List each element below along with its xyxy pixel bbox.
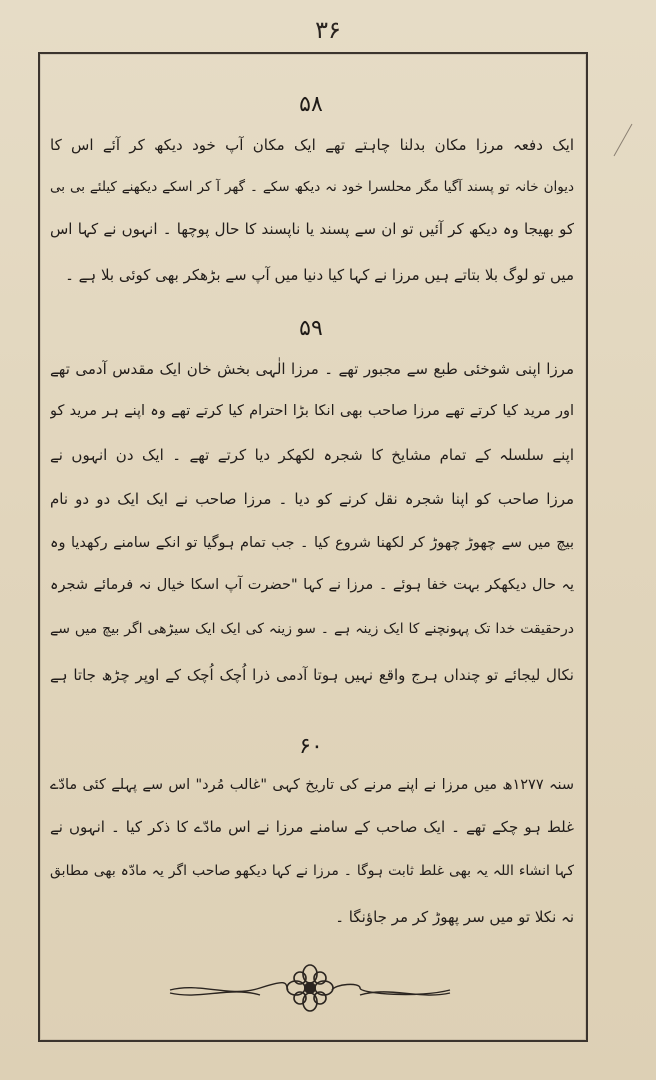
text-line: بیچ میں سے چھوڑ چھوڑ کر لکھنا شروع کیا ۔ جب تمام ہوگیا تو انکے سامنے رکھدیا وہ: [50, 535, 574, 551]
flower-icon: [287, 965, 333, 1011]
text-line: درحقیقت خدا تک پہونچنے کا ایک زینہ ہے ۔ سو زینہ کی ایک ایک سیڑھی اگر بیچ میں سے: [50, 621, 574, 637]
text-line: دیوان خانہ تو پسند آگیا مگر محلسرا خود نہ دیکھ سکے ۔ گھر آ کر اسکے دیکھنے کیلئے بی بی: [50, 179, 574, 195]
text-line: نہ نکلا تو میں سر پھوڑ کر مر جاؤنگا ۔: [335, 908, 574, 926]
page-number: ۳۶: [315, 16, 341, 44]
text-line: اور مرید کیا کرتے تھے مرزا صاحب بھی انکا بڑا احترام کیا کرتے تھے وہ اپنے ہر مرید کو: [50, 403, 574, 419]
text-line: مرزا اپنی شوخئی طبع سے مجبور تھے ۔ مرزا الٰہی بخش خان ایک مقدس آدمی تھے: [50, 360, 574, 378]
margin-pencil-mark: [606, 120, 636, 160]
text-line: اپنے سلسلہ کے تمام مشایخ کا شجرہ لکھکر دیا کرتے تھے ۔ ایک دن انہوں نے: [50, 446, 574, 464]
floral-ornament: [160, 960, 460, 1016]
text-line: میں تو لوگ بلا بتاتے ہیں مرزا نے کہا کیا دنیا میں آپ سے بڑھکر بھی کوئی بلا ہے ۔: [65, 266, 574, 284]
section-number-58: ۵۸: [299, 92, 323, 117]
text-line: کو بھیجا وہ دیکھ کر آئیں تو ان سے پسند یا ناپسند کا حال پوچھا ۔ انہوں نے کہا اس: [50, 220, 574, 238]
text-line: نکال لیجائے تو چنداں ہرج واقع نہیں ہوتا آدمی ذرا اُچک اُچک کے اوپر چڑھ جاتا ہے: [50, 666, 574, 684]
section-number-59: ۵۹: [299, 316, 323, 341]
text-line: سنہ ۱۲۷۷ھ میں مرزا نے اپنے مرنے کی تاریخ کہی "غالب مُرد" اس سے پہلے کئی مادّے: [50, 777, 574, 793]
text-line: ایک دفعہ مرزا مکان بدلنا چاہتے تھے ایک مکان آپ خود دیکھ کر آئے اس کا: [50, 136, 574, 154]
text-line: یہ حال دیکھکر بہت خفا ہوئے ۔ مرزا نے کہا "حضرت آپ اسکا خیال نہ فرمائے شجرہ: [50, 577, 574, 593]
text-line: کہا انشاء اللہ یہ بھی غلط ثابت ہوگا ۔ مرزا نے کہا دیکھو صاحب اگر یہ مادّہ بھی مطابق: [50, 863, 574, 879]
text-line: غلط ہو چکے تھے ۔ ایک صاحب کے سامنے مرزا نے اس مادّے کا ذکر کیا ۔ انہوں نے: [50, 818, 574, 836]
section-number-60: ۶۰: [299, 734, 323, 759]
text-line: مرزا صاحب کو اپنا شجرہ نقل کرنے کو دیا ۔ مرزا صاحب نے ایک ایک دو دو نام: [50, 490, 574, 508]
